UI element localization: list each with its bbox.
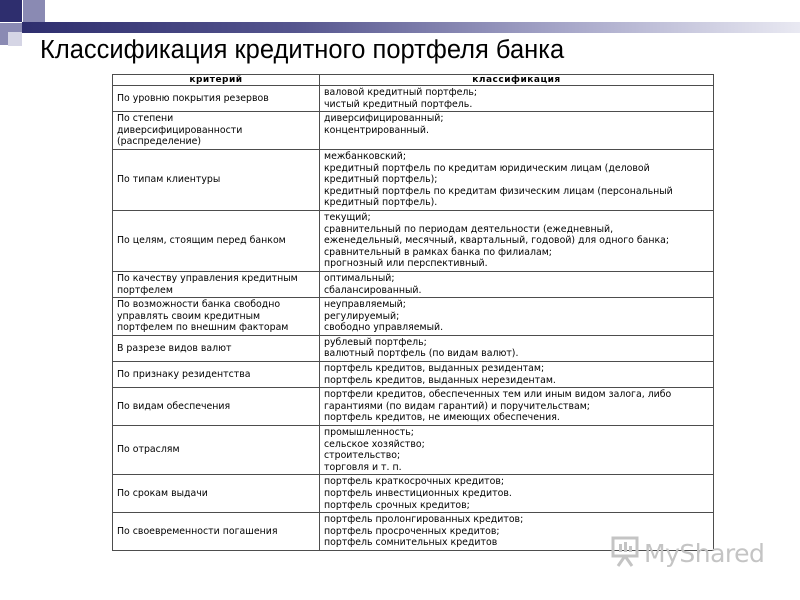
header-classification: классификация — [320, 75, 714, 86]
classification-text: портфели кредитов, обеспеченных тем или иным видом залога, либо — [324, 389, 672, 401]
criterion-cell — [113, 210, 320, 271]
decor-square-4 — [8, 32, 22, 46]
classification-text: портфель просроченных кредитов; — [324, 525, 500, 537]
classification-text: сбалансированный. — [324, 284, 422, 296]
classification-cell — [320, 426, 714, 475]
criterion-text: По целям, стоящим перед банком — [117, 235, 286, 247]
classification-cell — [320, 298, 714, 336]
table-row — [113, 388, 714, 426]
classification-text: неуправляемый; — [324, 299, 406, 311]
criterion-text: портфелем — [117, 284, 173, 296]
classification-text: портфель кредитов, выданных нерезидентам. — [324, 374, 556, 386]
criterion-text: В разрезе видов валют — [117, 342, 232, 354]
watermark — [610, 536, 764, 570]
table-row — [113, 362, 714, 388]
slide-title: Классификация кредитного портфеля банка — [40, 36, 565, 64]
table-row — [113, 149, 714, 210]
criterion-cell — [113, 86, 320, 112]
criterion-text: портфелем по внешним факторам — [117, 322, 289, 334]
classification-text: чистый кредитный портфель. — [324, 98, 473, 110]
table-row — [113, 475, 714, 513]
decor-square-1 — [0, 0, 22, 22]
classification-text: портфель инвестиционных кредитов. — [324, 488, 512, 499]
watermark-text: MyShared — [644, 538, 765, 568]
table-row — [113, 271, 714, 297]
classification-text: валовой кредитный портфель; — [324, 87, 478, 98]
criterion-text: По признаку резидентства — [117, 368, 251, 380]
classification-text: свободно управляемый. — [324, 322, 444, 334]
criterion-cell — [113, 271, 320, 297]
classification-text: кредитный портфель). — [324, 197, 438, 209]
classification-text: строительство; — [324, 450, 401, 462]
criterion-text: По своевременности погашения — [117, 525, 278, 537]
classification-text: портфель кредитов, не имеющих обеспечения. — [324, 412, 560, 424]
classification-text: кредитный портфель по кредитам физическим лицам (персональный — [324, 185, 673, 197]
table-body — [113, 86, 714, 551]
criterion-cell — [113, 426, 320, 475]
classification-text: сравнительный в рамках банка по филиалам; — [324, 246, 552, 258]
classification-table — [112, 74, 714, 551]
classification-text: рублевый портфель; — [324, 336, 427, 348]
table-row — [113, 210, 714, 271]
classification-cell — [320, 335, 714, 361]
criterion-cell — [113, 149, 320, 210]
criterion-cell — [113, 475, 320, 513]
classification-text: сельское хозяйство; — [324, 438, 425, 450]
classification-text: гарантиями (по видам гарантий) и поручительствам; — [324, 400, 590, 412]
classification-text: портфель сомнительных кредитов — [324, 537, 498, 549]
criterion-text: По срокам выдачи — [117, 488, 208, 499]
classification-text: кредитный портфель); — [324, 174, 438, 186]
classification-text: оптимальный; — [324, 272, 395, 284]
criterion-cell — [113, 298, 320, 336]
criterion-text: диверсифицированности — [117, 124, 243, 136]
classification-text: диверсифицированный; — [324, 113, 444, 125]
classification-cell — [320, 475, 714, 513]
classification-text: кредитный портфель по кредитам юридическим лицам (деловой — [324, 162, 650, 174]
classification-text: межбанковский; — [324, 150, 407, 162]
criterion-text: По уровню покрытия резервов — [117, 92, 269, 104]
table-row — [113, 426, 714, 475]
classification-text: прогнозный или перспективный. — [324, 258, 488, 270]
criterion-text: По возможности банка свободно — [117, 299, 281, 311]
criterion-cell — [113, 362, 320, 388]
classification-cell — [320, 271, 714, 297]
classification-cell — [320, 388, 714, 426]
criterion-cell — [113, 388, 320, 426]
criterion-text: По качеству управления кредитным — [117, 272, 298, 284]
criterion-text: По типам клиентуры — [117, 174, 221, 186]
table-row — [113, 335, 714, 361]
classification-text: регулируемый; — [324, 310, 400, 322]
classification-text: еженедельный, месячный, квартальный, годовой) для одного банка; — [324, 235, 670, 247]
presentation-board-icon — [610, 535, 640, 572]
criterion-text: управлять своим кредитным — [117, 310, 261, 322]
classification-text: промышленность; — [324, 427, 414, 439]
decor-square-2 — [23, 0, 45, 22]
classification-cell — [320, 112, 714, 150]
table-header-row — [113, 75, 714, 86]
table-row — [113, 86, 714, 112]
criterion-text: По видам обеспечения — [117, 400, 231, 412]
classification-text: сравнительный по периодам деятельности (ежедневный, — [324, 223, 614, 235]
classification-cell — [320, 362, 714, 388]
table-row — [113, 298, 714, 336]
criterion-cell — [113, 335, 320, 361]
criterion-cell — [113, 513, 320, 551]
classification-text: концентрированный. — [324, 124, 430, 136]
classification-text: валютный портфель (по видам валют). — [324, 348, 519, 360]
classification-text: текущий; — [324, 211, 371, 223]
header-criterion: критерий — [113, 75, 320, 86]
classification-text: портфель пролонгированных кредитов; — [324, 514, 524, 526]
criterion-text: По степени — [117, 113, 174, 125]
criterion-cell — [113, 112, 320, 150]
classification-text: торговля и т. п. — [324, 461, 402, 473]
classification-cell — [320, 149, 714, 210]
classification-text: портфель кредитов, выданных резидентам; — [324, 363, 545, 375]
classification-text: портфель срочных кредитов; — [324, 499, 470, 511]
classification-cell — [320, 86, 714, 112]
criterion-text: По отраслям — [117, 444, 180, 456]
table-row — [113, 112, 714, 150]
classification-cell — [320, 210, 714, 271]
classification-text: портфель краткосрочных кредитов; — [324, 476, 505, 488]
criterion-text: (распределение) — [117, 136, 202, 148]
